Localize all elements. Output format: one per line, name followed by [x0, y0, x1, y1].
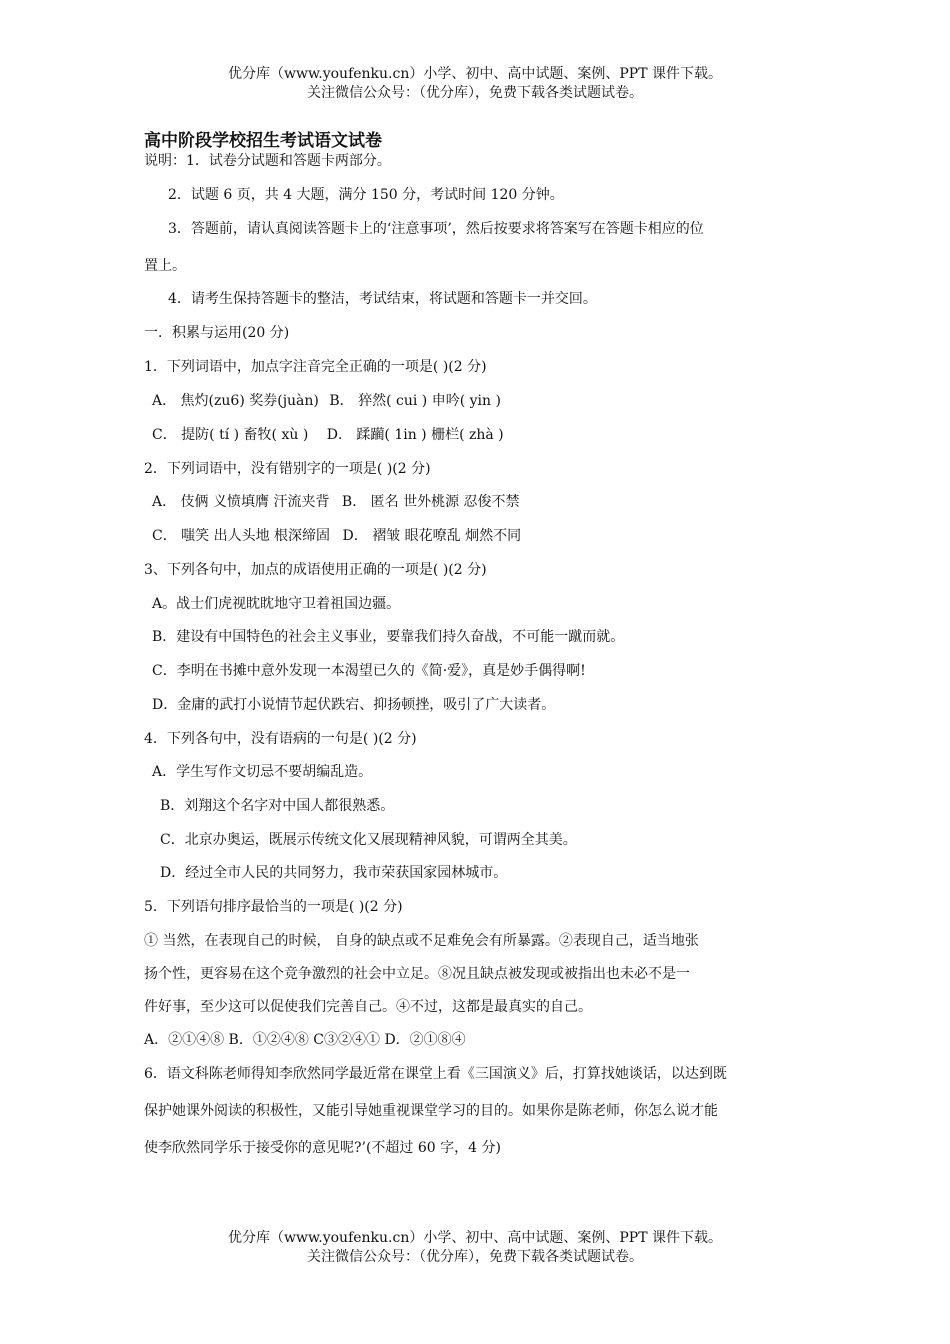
instruction-1: 说明：1．试卷分试题和答题卡两部分。	[144, 153, 391, 169]
q3-stem: 3、下列各句中，加点的成语使用正确的一项是( )(2 分)	[144, 562, 487, 578]
q5-stem: 5．下列语句排序最恰当的一项是( )(2 分)	[144, 899, 403, 915]
q2-option-b: B． 匿名 世外桃源 忍俊不禁	[341, 494, 520, 510]
q1-option-a: A． 焦灼(zu6) 奖券(juàn)	[152, 393, 319, 409]
instruction-4: 4．请考生保持答题卡的整洁，考试结束，将试题和答题卡一并交回。	[168, 291, 597, 307]
q1-option-c: C． 提防( tí ) 畜牧( xù )	[152, 427, 309, 443]
q5-options: A．②①④⑧ B．①②④⑧ C③②④① D．②①⑧④	[144, 1032, 466, 1048]
instruction-2: 2．试题 6 页，共 4 大题，满分 150 分，考试时间 120 分钟。	[168, 187, 564, 203]
q5-passage-line-2: 扬个性，更容易在这个竞争激烈的社会中立足。⑧况且缺点被发现或被指出也未必不是一	[144, 966, 690, 982]
q1-option-row-1	[152, 392, 501, 410]
q1-stem: 1．下列词语中，加点字注音完全正确的一项是( )(2 分)	[144, 359, 487, 375]
page-title: 高中阶段学校招生考试语文试卷	[144, 131, 382, 151]
q6-line-2: 保护她课外阅读的积极性，又能引导她重视课堂学习的目的。如果你是陈老师，你怎么说才能	[144, 1103, 718, 1119]
header-line-2: 关注微信公众号：（优分库），免费下载各类试题试卷。	[307, 85, 643, 101]
footer-line-2: 关注微信公众号：（优分库），免费下载各类试题试卷。	[307, 1249, 643, 1265]
q1-option-row-2	[152, 426, 504, 444]
q5-passage-line-3: 件好事，至少这可以促使我们完善自己。④不过，这都是最真实的自己。	[144, 999, 592, 1015]
q2-option-a: A． 伎俩 义愤填膺 汗流夹背	[152, 494, 330, 510]
q1-option-d: D． 蹂躏( 1in ) 栅栏( zhà )	[326, 427, 504, 443]
q3-option-b: B．建设有中国特色的社会主义事业，要靠我们持久奋战，不可能一蹴而就。	[152, 629, 625, 645]
q4-option-a: A．学生写作文切忌不要胡编乱造。	[152, 764, 373, 780]
q2-option-d: D． 褶皱 眼花嘹乱 炯然不同	[342, 528, 522, 544]
section-heading: 一．积累与运用(20 分)	[144, 325, 290, 341]
q3-option-a: A。战士们虎视眈眈地守卫着祖国边疆。	[152, 596, 401, 612]
footer-line-1: 优分库（www.youfenku.cn）小学、初中、高中试题、案例、PPT 课件下载。	[227, 1230, 722, 1246]
q2-stem: 2．下列词语中，没有错别字的一项是( )(2 分)	[144, 461, 431, 477]
q3-option-d: D．金庸的武打小说情节起伏跌宕、抑扬顿挫，吸引了广大读者。	[152, 697, 556, 713]
q6-line-1: 6．语文科陈老师得知李欣然同学最近常在课堂上看《三国演义》后，打算找她谈话，以达到既	[144, 1066, 727, 1082]
q6-line-3: 使李欣然同学乐于接受你的意见呢?’(不超过 60 字，4 分)	[144, 1140, 501, 1156]
q3-option-c: C．李明在书摊中意外发现一本渴望已久的《简·爱》，真是妙手偶得啊!	[152, 663, 586, 679]
q4-stem: 4．下列各句中，没有语病的一句是( )(2 分)	[144, 731, 417, 747]
q2-option-row-2	[152, 527, 521, 545]
q2-option-row-1	[152, 493, 520, 511]
q4-option-d: D．经过全市人民的共同努力，我市荣获国家园林城市。	[160, 865, 508, 881]
q1-option-b: B． 猝然( cui ) 申吟( yin )	[329, 393, 501, 409]
instruction-3: 3．答题前，请认真阅读答题卡上的‘注意事项’，然后按要求将答案写在答题卡相应的位	[168, 221, 704, 237]
q4-option-b: B．刘翔这个名字对中国人都很熟悉。	[160, 798, 395, 814]
header-line-1: 优分库（www.youfenku.cn）小学、初中、高中试题、案例、PPT 课件下载。	[227, 66, 722, 82]
q4-option-c: C．北京办奥运，既展示传统文化又展现精神风貌，可谓两全其美。	[160, 832, 577, 848]
q2-option-c: C． 嗤笑 出人头地 根深缔固	[152, 528, 331, 544]
instruction-3-cont: 置上。	[144, 258, 186, 274]
q5-passage-line-1: ① 当然，在表现自己的时候， 自身的缺点或不足难免会有所暴露。②表现自己，适当地张	[144, 933, 699, 949]
